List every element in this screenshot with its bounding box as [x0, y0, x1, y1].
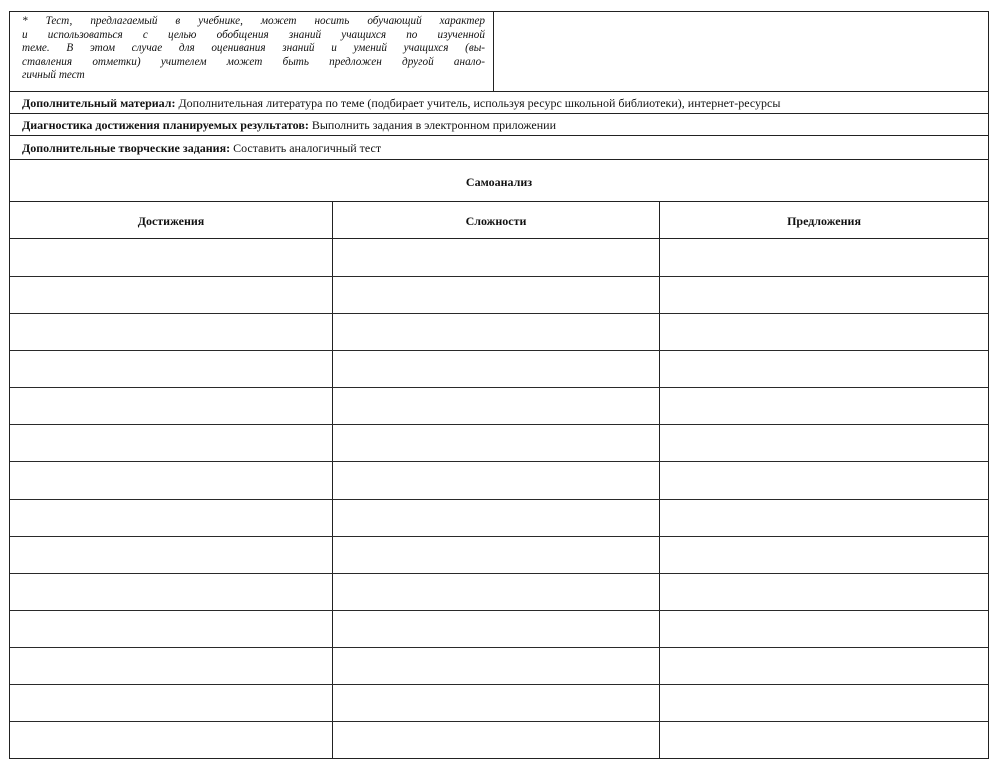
additional-material-row — [10, 92, 988, 114]
table-row-divider — [10, 610, 988, 611]
table-row-divider — [10, 499, 988, 500]
additional-material-label: Дополнительный материал: — [22, 96, 176, 110]
table-row-divider — [10, 387, 988, 388]
additional-material-text: Дополнительная литература по теме (подбирает учитель, используя ресурс школьной библиотеки), интернет-ресурсы — [175, 96, 781, 110]
creative-tasks-label: Дополнительные творческие задания: — [22, 141, 231, 155]
creative-tasks-text: Составить аналогичный тест — [230, 141, 382, 155]
column-divider — [332, 202, 333, 758]
creative-tasks-row — [10, 136, 988, 160]
footnote-cell — [10, 12, 494, 92]
column-header-difficulties: Сложности — [333, 202, 660, 239]
table-row-divider — [10, 313, 988, 314]
diagnostics-label: Диагностика достижения планируемых результатов: — [22, 118, 309, 132]
footnote-line: ставления отметки) учителем может быть предложен другой анало- — [22, 55, 485, 68]
footnote-line: теме. В этом случае для оценивания знаний и умений учащихся (вы- — [22, 42, 485, 54]
table-row-divider — [10, 573, 988, 574]
footnote-line: и использоваться с целью обобщения знаний учащихся по изученной — [22, 28, 485, 41]
table-row-divider — [10, 721, 988, 722]
footnote-line: * Тест, предлагаемый в учебнике, может носить обучающий характер — [22, 15, 485, 27]
table-row-divider — [10, 350, 988, 351]
table-row-divider — [10, 276, 988, 277]
table-row-divider — [10, 424, 988, 425]
diagnostics-row — [10, 114, 988, 136]
empty-cell — [494, 12, 988, 92]
lesson-plan-table — [9, 11, 989, 759]
diagnostics-text: Выполнить задания в электронном приложении — [308, 118, 557, 132]
table-row-divider — [10, 461, 988, 462]
table-row-divider — [10, 536, 988, 537]
footnote-row — [10, 12, 988, 92]
column-divider — [659, 202, 660, 758]
self-analysis-title: Самоанализ — [10, 160, 988, 202]
self-analysis-grid — [10, 202, 988, 758]
footnote-line: гичный тест — [22, 69, 85, 81]
column-header-achievements: Достижения — [10, 202, 333, 239]
table-row-divider — [10, 647, 988, 648]
column-header-suggestions: Предложения — [660, 202, 988, 239]
table-row-divider — [10, 684, 988, 685]
